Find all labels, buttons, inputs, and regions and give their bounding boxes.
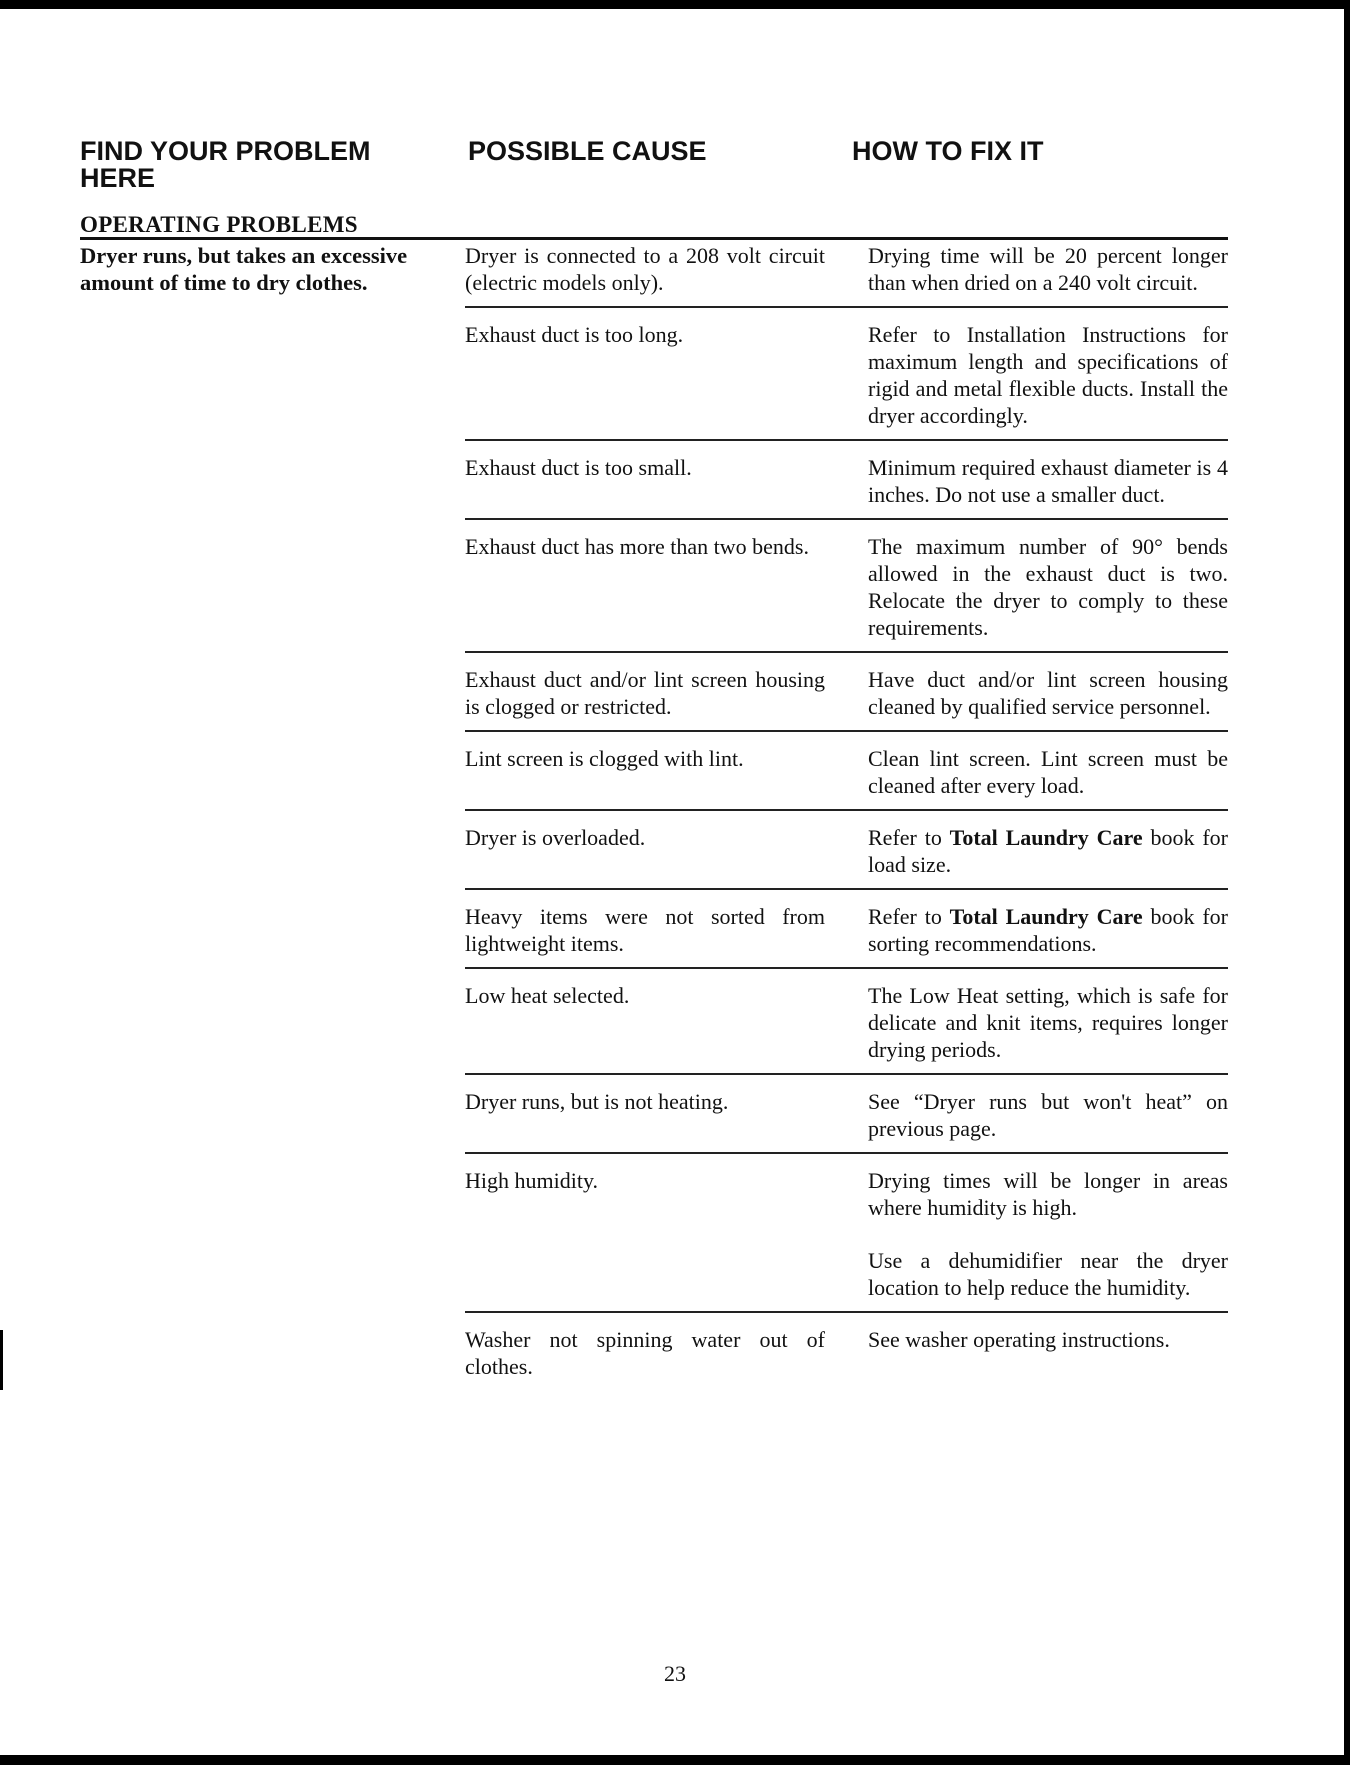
- troubleshooting-rows: [465, 242, 1228, 1403]
- how-to-fix-cell: [868, 903, 1228, 957]
- table-row: [465, 745, 1228, 811]
- how-to-fix-cell: [868, 824, 1228, 878]
- possible-cause-cell: Exhaust duct is too long.: [465, 322, 684, 347]
- fix-paragraph: See “Dryer runs but won't heat” on previous page.: [868, 1089, 1228, 1141]
- how-to-fix-cell: [868, 1326, 1228, 1380]
- how-to-fix-cell: [868, 321, 1228, 429]
- table-row: [465, 454, 1228, 520]
- table-row: [465, 321, 1228, 441]
- possible-cause-cell: Dryer is overloaded.: [465, 825, 646, 850]
- fix-paragraph: Minimum required exhaust diameter is 4 inches. Do not use a smaller duct.: [868, 455, 1228, 507]
- possible-cause-cell: Dryer is connected to a 208 volt circuit (electric models only).: [465, 243, 825, 295]
- how-to-fix-cell: [868, 1167, 1228, 1301]
- fix-text-post: book for load size.: [868, 825, 1228, 877]
- possible-cause-cell: Exhaust duct has more than two bends.: [465, 534, 809, 559]
- how-to-fix-cell: [868, 454, 1228, 508]
- book-title: Total Laundry Care: [949, 825, 1143, 850]
- possible-cause-cell: Exhaust duct is too small.: [465, 455, 692, 480]
- how-to-fix-cell: [868, 745, 1228, 799]
- fix-text-pre: Refer to: [868, 904, 950, 929]
- how-to-fix-cell: [868, 666, 1228, 720]
- table-row: [465, 242, 1228, 308]
- how-to-fix-cell: [868, 242, 1228, 296]
- header-possible-cause: POSSIBLE CAUSE: [468, 136, 707, 166]
- how-to-fix-cell: [868, 533, 1228, 641]
- section-title: OPERATING PROBLEMS: [80, 212, 358, 237]
- table-row: [465, 824, 1228, 890]
- page-number: 23: [664, 1661, 686, 1686]
- fix-paragraph: Refer to Installation Instructions for maximum length and specifications of rigid and metal flexible ducts. Install the dryer accordingly.: [868, 322, 1228, 428]
- fix-paragraph: [868, 824, 1228, 878]
- fix-paragraph: Drying time will be 20 percent longer than when dried on a 240 volt circuit.: [868, 243, 1228, 295]
- possible-cause-cell: Dryer runs, but is not heating.: [465, 1089, 729, 1114]
- possible-cause-cell: High humidity.: [465, 1168, 599, 1193]
- fix-paragraph: Clean lint screen. Lint screen must be cleaned after every load.: [868, 746, 1228, 798]
- table-row: [465, 1088, 1228, 1154]
- fix-paragraph: Have duct and/or lint screen housing cleaned by qualified service personnel.: [868, 667, 1228, 719]
- table-row: [465, 903, 1228, 969]
- header-find-your-problem: FIND YOUR PROBLEM HERE: [80, 136, 371, 193]
- fix-paragraph: See washer operating instructions.: [868, 1327, 1170, 1352]
- table-row: [465, 982, 1228, 1075]
- scan-border-bottom: [0, 1755, 1350, 1765]
- scan-border-top: [0, 0, 1350, 9]
- fix-paragraph: [868, 903, 1228, 957]
- fix-paragraph: Drying times will be longer in areas where humidity is high.: [868, 1168, 1228, 1220]
- scan-border-right: [1344, 0, 1350, 1765]
- possible-cause-cell: Exhaust duct and/or lint screen housing is clogged or restricted.: [465, 667, 825, 719]
- table-row: [465, 666, 1228, 732]
- section-rule: [80, 237, 1228, 240]
- fix-text-post: book for sorting recommendations.: [868, 904, 1228, 956]
- scan-mark-left: [0, 1330, 3, 1390]
- fix-text-pre: Refer to: [868, 825, 950, 850]
- table-row: [465, 1167, 1228, 1313]
- possible-cause-cell: Lint screen is clogged with lint.: [465, 746, 744, 771]
- table-row: [465, 533, 1228, 653]
- fix-paragraph: The Low Heat setting, which is safe for delicate and knit items, requires longer drying periods.: [868, 983, 1228, 1062]
- problem-text: Dryer runs, but takes an excessive amount of time to dry clothes.: [80, 243, 408, 295]
- fix-paragraph: Use a dehumidifier near the dryer location to help reduce the humidity.: [868, 1248, 1228, 1300]
- fix-paragraph: The maximum number of 90° bends allowed in the exhaust duct is two. Relocate the dryer to comply to these requirements.: [868, 534, 1228, 640]
- how-to-fix-cell: [868, 1088, 1228, 1142]
- possible-cause-cell: Heavy items were not sorted from lightweight items.: [465, 904, 825, 956]
- header-how-to-fix-it: HOW TO FIX IT: [852, 136, 1044, 166]
- table-row: [465, 1326, 1228, 1390]
- possible-cause-cell: Low heat selected.: [465, 983, 630, 1008]
- how-to-fix-cell: [868, 982, 1228, 1063]
- book-title: Total Laundry Care: [949, 904, 1143, 929]
- possible-cause-cell: Washer not spinning water out of clothes.: [465, 1327, 825, 1379]
